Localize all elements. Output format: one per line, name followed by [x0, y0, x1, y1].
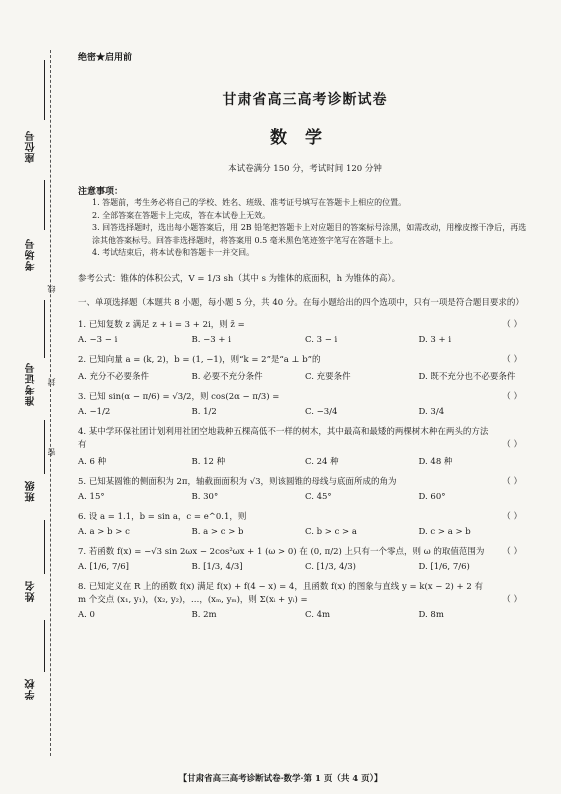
- option-a: A. 15°: [78, 491, 105, 502]
- option-d: D. 48 种: [418, 456, 453, 467]
- option-a: A. 充分不必要条件: [78, 371, 150, 382]
- notes-heading: 注意事项：: [78, 187, 124, 197]
- cut-mark-line: 线: [47, 285, 56, 293]
- exam-room-blank[interactable]: [44, 180, 45, 230]
- question-stem: 1. 已知复数 z 满足 z + i = 3 + 2i，则 z̄ =: [78, 319, 245, 330]
- answer-paren: （ ）: [502, 319, 522, 330]
- note-item: 2. 全部答案在答题卡上完成，答在本试卷上无效。: [92, 210, 271, 220]
- option-a: A. −1/2: [78, 406, 111, 417]
- answer-paren: （ ）: [502, 476, 522, 487]
- school-label: 学校: [26, 678, 37, 700]
- page-footer: 【甘肃省高三高考诊断试卷·数学·第 1 页（共 4 页）】: [178, 774, 383, 784]
- answer-paren: （ ）: [502, 594, 522, 605]
- class-blank[interactable]: [44, 420, 45, 474]
- question-stem: 2. 已知向量 a = (k, 2)，b = (1, −1)，则“k = 2”是“a ⊥ b”的: [78, 354, 321, 365]
- option-d: D. 既不充分也不必要条件: [418, 371, 516, 382]
- note-item: 4. 考试结束后，将本试卷和答题卡一并交回。: [92, 248, 255, 257]
- exam-room-label: 考场号: [26, 238, 37, 271]
- question-8: [78, 581, 532, 607]
- question-2-options: [78, 370, 532, 382]
- option-c: C. 3 − i: [305, 334, 338, 345]
- option-c: C. 45°: [305, 491, 332, 502]
- seat-number-label: 座位号: [26, 130, 37, 163]
- question-stem: 8. 已知定义在 R 上的函数 f(x) 满足 f(x) + f(4 − x) = 4，且函数 f(x) 的图象与直线 y = k(x − 2) + 2 有 m 个交点 (x₁, y₁)，(x₂, y₂)，…，(xₘ, yₘ)，则 Σ(xᵢ + yᵢ) =: [78, 581, 483, 605]
- answer-paren: （ ）: [502, 391, 522, 402]
- name-label: 姓名: [26, 580, 37, 602]
- question-7: [78, 546, 532, 559]
- cut-mark-secret: 密: [47, 448, 56, 456]
- class-label: 班级: [26, 480, 37, 502]
- option-b: B. 12 种: [191, 456, 226, 467]
- admission-number-blank[interactable]: [44, 300, 45, 358]
- score-line: 本试卷满分 150 分，考试时间 120 分钟: [228, 164, 382, 174]
- option-c: C. b > c > a: [305, 526, 357, 537]
- option-d: D. 60°: [418, 491, 446, 502]
- note-item: 1. 答题前，考生务必将自己的学校、姓名、班级、准考证号填写在答题卡上相应的位置。: [92, 198, 407, 207]
- question-3: [78, 391, 532, 404]
- name-blank[interactable]: [44, 520, 45, 574]
- question-4-options: [78, 455, 532, 467]
- question-1-options: [78, 335, 532, 345]
- question-stem: 6. 设 a = 1.1，b = sin a，c = e^0.1，则: [78, 511, 247, 522]
- option-a: A. 6 种: [78, 456, 107, 467]
- section-heading: 一、单项选择题（本题共 8 小题，每小题 5 分，共 40 分。在每小题给出的四个选项中，只有一项是符合题目要求的）: [78, 297, 524, 308]
- option-a: A. [1/6, 7/6]: [78, 561, 129, 572]
- option-d: D. 3 + i: [418, 334, 452, 345]
- option-b: B. [1/3, 4/3]: [191, 561, 243, 572]
- option-b: B. 1/2: [191, 406, 217, 417]
- option-c: C. −3/4: [305, 406, 338, 417]
- question-5-options: [78, 492, 532, 502]
- question-5: [78, 476, 532, 489]
- option-c: C. [1/3, 4/3): [305, 561, 356, 572]
- question-stem: 5. 已知某圆锥的侧面积为 2π，轴截面面积为 √3，则该圆锥的母线与底面所成的角为: [78, 476, 397, 487]
- option-b: B. a > c > b: [191, 526, 244, 537]
- reference-formula: 参考公式：锥体的体积公式，V = 1/3 sh（其中 s 为锥体的底面积，h 为锥体的高）。: [78, 273, 401, 284]
- exam-title: 甘肃省高三高考诊断试卷: [222, 92, 388, 108]
- option-b: B. −3 + i: [191, 334, 231, 345]
- option-d: D. 3/4: [418, 406, 445, 417]
- option-c: C. 充要条件: [305, 371, 351, 382]
- option-c: C. 4m: [305, 609, 331, 620]
- option-a: A. a > b > c: [78, 526, 130, 537]
- subject-title: 数学: [270, 128, 340, 148]
- school-blank[interactable]: [44, 620, 45, 672]
- note-item: 3. 回答选择题时，选出每小题答案后，用 2B 铅笔把答题卡上对应题目的答案标号涂黑，如需改动，用橡皮擦干净后，再选涂其他答案标号。回答非选择题时，将答案用 0.5 毫米黑色笔迹签字笔写在答题卡上。: [92, 223, 527, 245]
- question-7-options: [78, 562, 532, 572]
- question-8-options: [78, 610, 532, 620]
- option-d: D. [1/6, 7/6): [418, 561, 470, 572]
- question-1: [78, 319, 532, 332]
- answer-paren: （ ）: [502, 546, 522, 557]
- cut-mark-seal: 封: [47, 378, 56, 386]
- secret-badge: 绝密★启用前: [78, 53, 133, 63]
- option-a: A. 0: [78, 609, 95, 620]
- question-6: [78, 511, 532, 524]
- binding-margin: [0, 0, 72, 794]
- option-b: B. 2m: [191, 609, 217, 620]
- seal-line: [50, 50, 51, 756]
- answer-paren: （ ）: [502, 354, 522, 365]
- exam-content: [78, 50, 532, 620]
- question-stem: 7. 若函数 f(x) = −√3 sin 2ωx − 2cos²ωx + 1 (ω > 0) 在 (0, π/2) 上只有一个零点，则 ω 的取值范围为: [78, 546, 485, 557]
- answer-paren: （ ）: [502, 439, 522, 450]
- question-3-options: [78, 407, 532, 417]
- option-d: D. c > a > b: [418, 526, 471, 537]
- option-a: A. −3 − i: [78, 334, 118, 345]
- answer-paren: （ ）: [502, 511, 522, 522]
- question-2: [78, 354, 532, 367]
- option-c: C. 24 种: [305, 456, 339, 467]
- option-b: B. 30°: [191, 491, 219, 502]
- option-d: D. 8m: [418, 609, 444, 620]
- option-b: B. 必要不充分条件: [191, 371, 263, 382]
- question-stem: 4. 某中学环保社团计划利用社团空地栽种五棵高低不一样的树木，其中最高和最矮的两棵树木种在两头的方法有: [78, 426, 489, 450]
- admission-number-label: 准考证号: [26, 362, 37, 406]
- seat-number-blank[interactable]: [44, 60, 45, 120]
- question-stem: 3. 已知 sin(α − π/6) = √3/2，则 cos(2α − π/3) =: [78, 391, 280, 402]
- question-4: [78, 426, 532, 452]
- question-6-options: [78, 527, 532, 537]
